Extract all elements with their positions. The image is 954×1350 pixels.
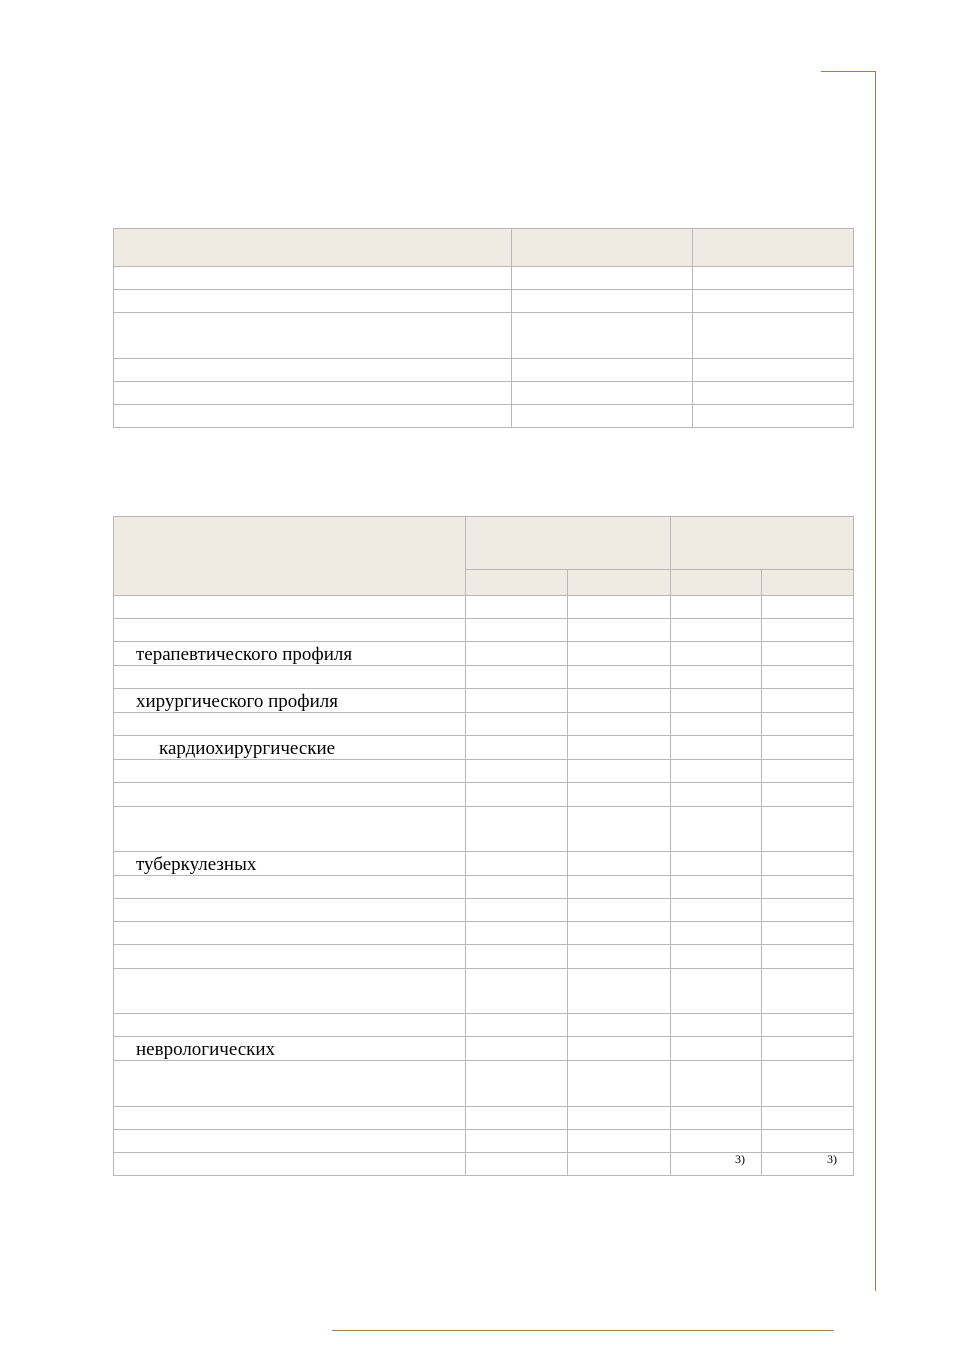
row-label-surgical: хирургического профиля xyxy=(114,689,466,713)
table-row xyxy=(114,922,854,945)
table-row xyxy=(114,642,854,666)
table-row xyxy=(114,1037,854,1061)
table-row xyxy=(114,852,854,876)
table-row xyxy=(114,1107,854,1130)
subheader-cell xyxy=(762,570,854,596)
table-row xyxy=(114,1153,854,1176)
table-row xyxy=(114,969,854,1014)
table-header-row xyxy=(114,517,854,570)
table-row xyxy=(114,689,854,713)
table-row xyxy=(114,713,854,736)
table-row xyxy=(114,1130,854,1153)
row-label-therapeutic: терапевтического профиля xyxy=(114,642,466,666)
table-row xyxy=(114,945,854,969)
header-cell xyxy=(512,229,693,267)
table-row xyxy=(114,405,854,428)
table-row xyxy=(114,267,854,290)
page-frame-right-line xyxy=(875,71,876,1291)
page-footer-line xyxy=(332,1330,834,1331)
header-cell xyxy=(114,229,512,267)
header-cell xyxy=(114,517,466,596)
table-row xyxy=(114,1014,854,1037)
table-row xyxy=(114,666,854,689)
header-cell xyxy=(671,517,854,570)
table-1 xyxy=(113,228,854,428)
table-row xyxy=(114,760,854,783)
page-frame-top-line xyxy=(821,71,876,72)
table-header-row xyxy=(114,229,854,267)
table-row xyxy=(114,876,854,899)
row-label-tuberculosis: туберкулезных xyxy=(114,852,466,876)
subheader-cell xyxy=(466,570,568,596)
row-label-cardiosurgical: кардиохирургические xyxy=(114,736,466,760)
table-row xyxy=(114,290,854,313)
table-row xyxy=(114,807,854,852)
table-row xyxy=(114,736,854,760)
table-row xyxy=(114,313,854,359)
header-cell xyxy=(693,229,854,267)
table-2 xyxy=(113,516,854,1176)
subheader-cell xyxy=(568,570,671,596)
header-cell xyxy=(466,517,671,570)
row-label-neurological: неврологических xyxy=(114,1037,466,1061)
table-row xyxy=(114,783,854,807)
table-row xyxy=(114,596,854,619)
subheader-cell xyxy=(671,570,762,596)
table-row xyxy=(114,359,854,382)
table-row xyxy=(114,899,854,922)
footnote-mark: 3) xyxy=(762,1153,854,1176)
footnote-mark: 3) xyxy=(671,1153,762,1176)
table-row xyxy=(114,1061,854,1107)
table-row xyxy=(114,619,854,642)
table-row xyxy=(114,382,854,405)
